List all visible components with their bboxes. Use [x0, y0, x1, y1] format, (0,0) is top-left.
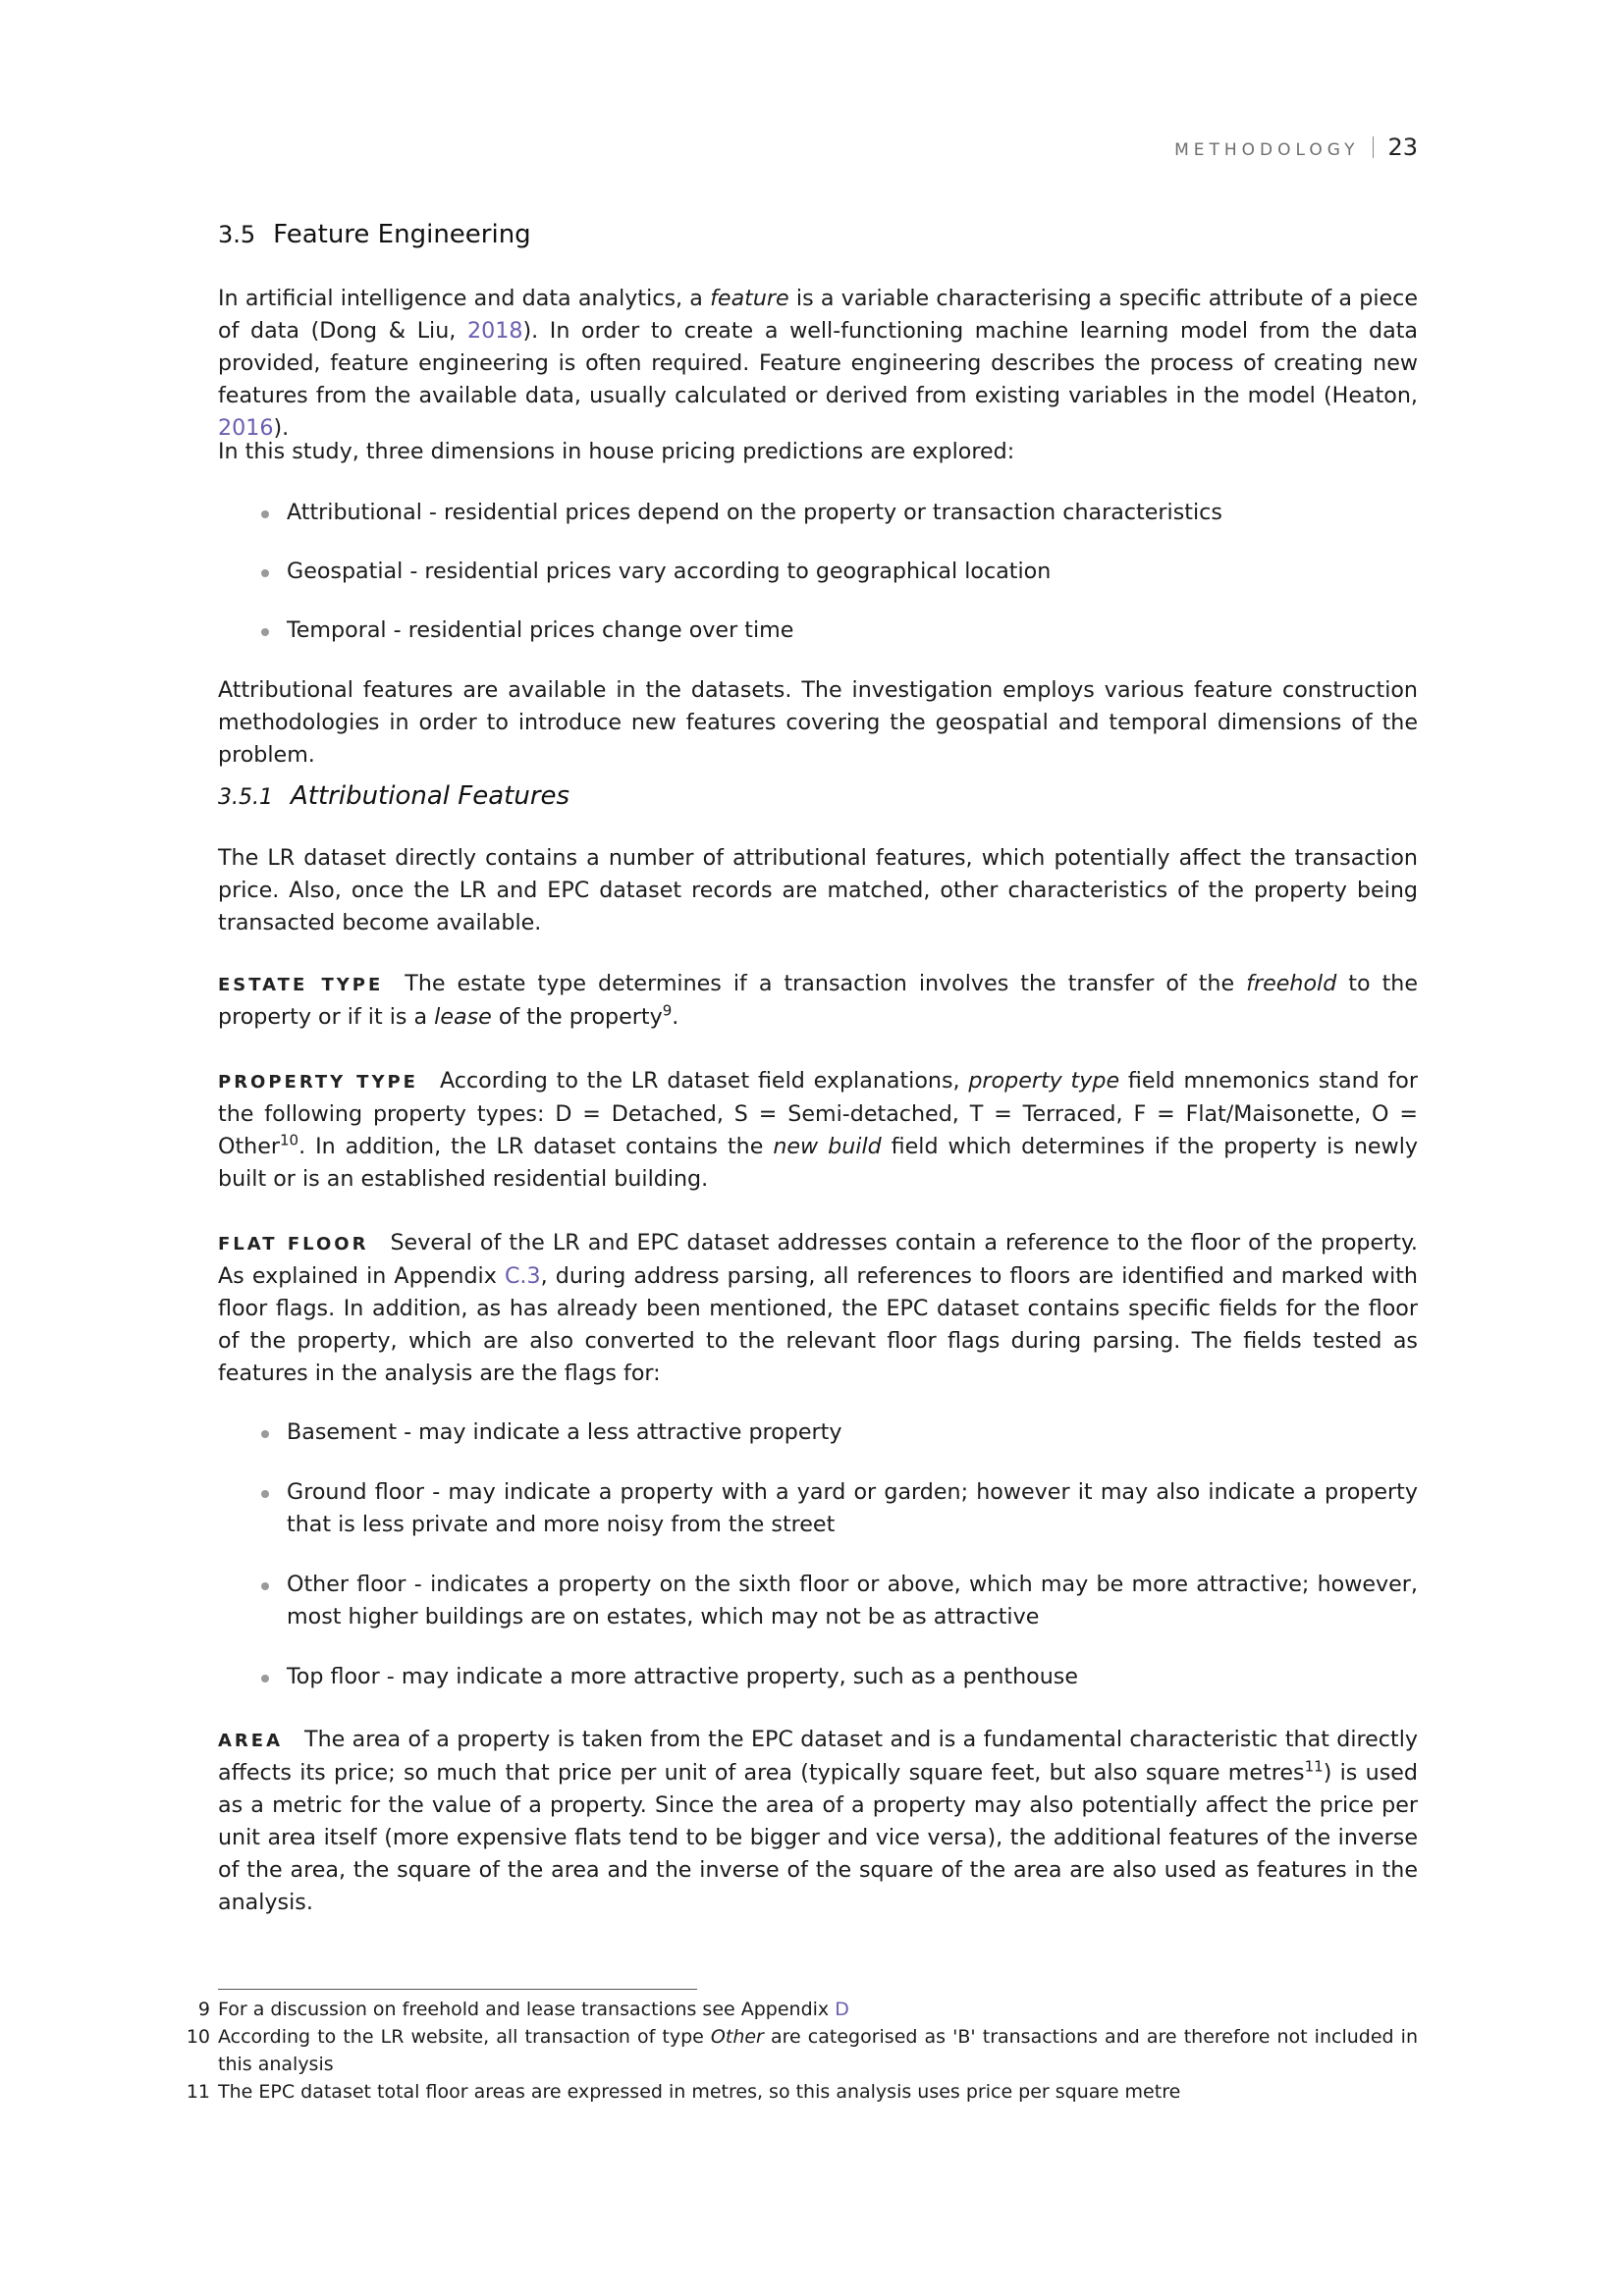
- bullet-icon: [261, 628, 269, 636]
- citation-link[interactable]: 2018: [466, 318, 523, 344]
- text-run: . In addition, the LR dataset contains the: [298, 1134, 774, 1159]
- paragraph-heading: ESTATE TYPE: [218, 975, 384, 995]
- dimensions-summary-text: Attributional features are available in the datasets. The investigation employs various feature construction methodologies in order to introduce new features covering the geospatial and temporal dimensions of the problem.: [218, 677, 1418, 768]
- text-run: ) is used as a metric for the value of a property. Since the area of a property may also potentially affect the price per unit area itself (more expensive flats tend to be bigger and vice versa), the additional features of the inverse of the area, the square of the area and the inverse of the square of the area are also used as features in the analysis.: [218, 1760, 1418, 1915]
- dimensions-list: [261, 497, 1418, 647]
- list-item: Top floor - may indicate a more attractive property, such as a penthouse: [261, 1661, 1418, 1693]
- paragraph-heading: AREA: [218, 1731, 284, 1751]
- area-text: [218, 1727, 1418, 1915]
- flat-floor-paragraph: [218, 1227, 1418, 1390]
- citation-link[interactable]: D: [835, 1999, 849, 2020]
- bullet-icon: [261, 1490, 269, 1498]
- footnote-divider: [218, 1989, 697, 1990]
- subsection-title: Attributional Features: [290, 781, 570, 811]
- estate-type-text: [218, 971, 1418, 1030]
- text-run: In artificial intelligence and data analytics, a: [218, 286, 711, 311]
- floor-flags-list: [261, 1416, 1418, 1693]
- bullet-icon: [261, 569, 269, 577]
- emphasis-text: new build: [773, 1134, 882, 1159]
- section-title: Feature Engineering: [273, 220, 531, 249]
- list-item: Basement - may indicate a less attractive property: [261, 1416, 1418, 1476]
- dimensions-summary-paragraph: [218, 674, 1418, 772]
- dimensions-lead-text: In this study, three dimensions in house pricing predictions are explored:: [218, 439, 1015, 464]
- subsection-intro-paragraph: [218, 842, 1418, 939]
- subsection-intro-text: The LR dataset directly contains a number of attributional features, which potentially affect the transaction price. Also, once the LR and EPC dataset records are matched, other characteristics of the property being transacted become available.: [218, 845, 1418, 935]
- text-run: The area of a property is taken from the EPC dataset and is a fundamental characteristic that directly affects its price; so much that price per unit of area (typically square feet, but also square metres: [218, 1727, 1418, 1786]
- citation-link[interactable]: 2016: [218, 415, 274, 441]
- list-item: Geospatial - residential prices vary according to geographical location: [261, 556, 1418, 614]
- flat-floor-text: [218, 1230, 1418, 1386]
- text-run: Several of the LR and EPC dataset addresses contain a reference to the floor of the property. As explained in Appendix: [218, 1230, 1418, 1289]
- footnote-marker: 9: [662, 1001, 673, 1020]
- estate-type-paragraph: [218, 968, 1418, 1034]
- text-run: , during address parsing, all references to floors are identified and marked with floor flags. In addition, as has already been mentioned, the EPC dataset contains specific fields for the floor of the property, which are also converted to the relevant floor flags during parsing. The fields tested as features in the analysis are the flags for:: [218, 1263, 1418, 1386]
- paragraph-heading: PROPERTY TYPE: [218, 1072, 418, 1093]
- text-run: For a discussion on freehold and lease transactions see Appendix: [218, 1999, 836, 2020]
- text-run: ).: [273, 415, 290, 441]
- running-head: [1174, 133, 1418, 161]
- section-number: 3.5: [218, 221, 256, 248]
- footnote-number: 10: [186, 2026, 210, 2048]
- footnotes: [179, 1996, 1418, 2106]
- bullet-icon: [261, 1582, 269, 1590]
- emphasis-text: freehold: [1246, 971, 1337, 996]
- emphasis-text: property type: [968, 1068, 1120, 1094]
- footnote-number: 9: [197, 1999, 210, 2020]
- subsection-heading: [218, 781, 569, 811]
- subsection-number: 3.5.1: [218, 785, 273, 810]
- footnote-text: [218, 1999, 849, 2020]
- footnote: [179, 2078, 1418, 2106]
- emphasis-text: lease: [434, 1004, 492, 1030]
- feature-definition-text: [218, 283, 1418, 445]
- paragraph-heading: FLAT FLOOR: [218, 1234, 369, 1255]
- list-item: Temporal - residential prices change over time: [261, 614, 1418, 647]
- text-run: to the property or if it is a: [218, 971, 1418, 1030]
- text-run: field mnemonics stand for the following property types: D = Detached, S = Semi-detached, T = Terraced, F = Flat/Maisonette, O = Other: [218, 1068, 1418, 1159]
- footnote-marker: 11: [1304, 1757, 1324, 1776]
- property-type-paragraph: [218, 1065, 1418, 1196]
- dimensions-lead-paragraph: [218, 436, 1418, 468]
- text-run: According to the LR dataset field explanations,: [439, 1068, 969, 1094]
- list-item: Other floor - indicates a property on the sixth floor or above, which may be more attractive; however, most higher buildings are on estates, which may not be as attractive: [261, 1569, 1418, 1661]
- footnote-text: [218, 2026, 1418, 2075]
- bullet-icon: [261, 1675, 269, 1682]
- text-run: ). In order to create a well-functioning machine learning model from the data provided, feature engineering is often required. Feature engineering describes the process of creating new features from the available data, usually calculated or derived from existing variables in the model (Heaton,: [218, 318, 1418, 408]
- footnote: [179, 1996, 1418, 2023]
- emphasis-text: Other: [710, 2026, 764, 2048]
- list-item: Attributional - residential prices depend on the property or transaction characteristics: [261, 497, 1418, 556]
- bullet-icon: [261, 1430, 269, 1438]
- running-head-separator: [1373, 136, 1374, 158]
- bullet-icon: [261, 510, 269, 518]
- document-page: [186, 0, 1418, 2296]
- citation-link[interactable]: C.3: [504, 1263, 541, 1289]
- emphasis-text: feature: [710, 286, 789, 311]
- footnote-number: 11: [186, 2081, 210, 2103]
- intro-paragraph: [218, 283, 1418, 445]
- list-item: Ground floor - may indicate a property with a yard or garden; however it may also indicate a property that is less private and more noisy from the street: [261, 1476, 1418, 1569]
- footnote: [179, 2023, 1418, 2078]
- footnote-marker: 10: [280, 1131, 299, 1149]
- section-heading: [218, 220, 531, 249]
- text-run: is a variable characterising a specific attribute of a piece of data (Dong & Liu,: [218, 286, 1418, 344]
- text-run: The EPC dataset total floor areas are expressed in metres, so this analysis uses price per square metre: [218, 2081, 1181, 2103]
- running-head-title: METHODOLOGY: [1174, 140, 1360, 160]
- text-run: The estate type determines if a transaction involves the transfer of the: [405, 971, 1247, 996]
- page-number: 23: [1387, 133, 1418, 161]
- area-paragraph: [218, 1724, 1418, 1919]
- text-run: According to the LR website, all transaction of type: [218, 2026, 711, 2048]
- footnote-text: [218, 2081, 1180, 2103]
- text-run: are categorised as 'B' transactions and are therefore not included in this analysis: [218, 2026, 1418, 2075]
- text-run: .: [672, 1004, 679, 1030]
- text-run: of the property: [491, 1004, 663, 1030]
- text-run: field which determines if the property is newly built or is an established residential building.: [218, 1134, 1418, 1192]
